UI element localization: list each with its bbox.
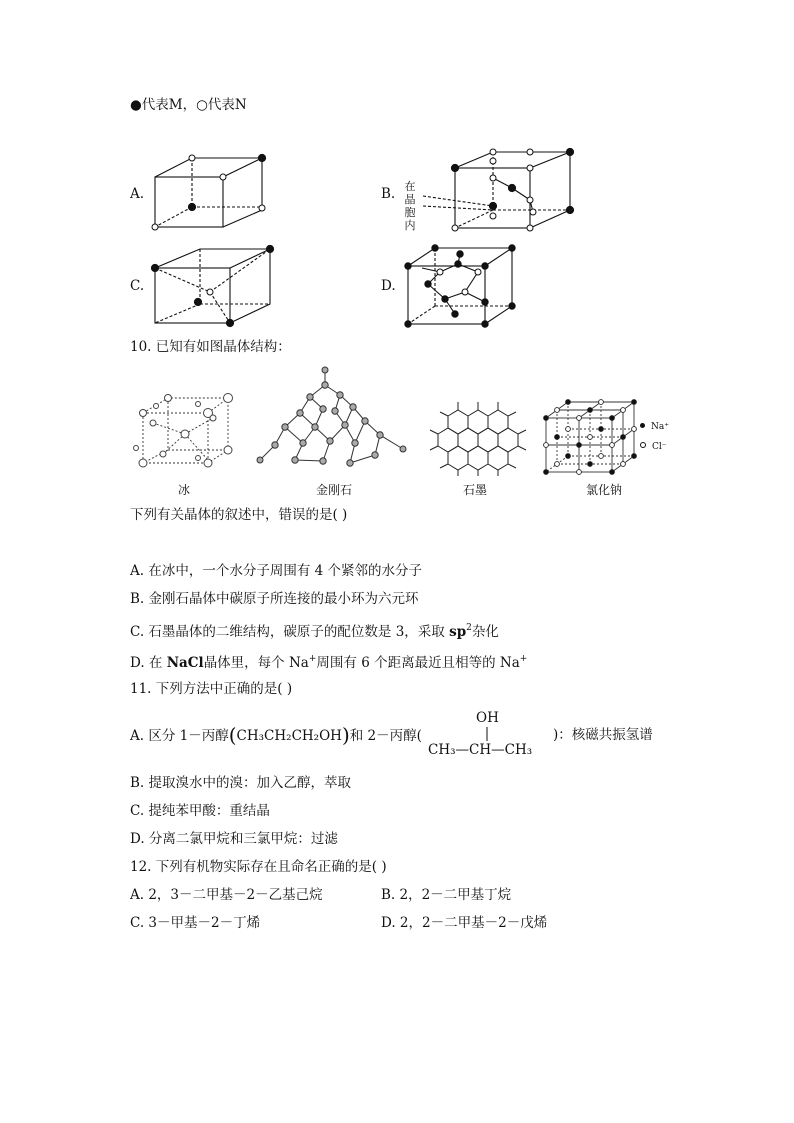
q11a-connector: 和 — [349, 728, 364, 744]
struct-bond-line — [485, 727, 489, 741]
option-d-plus: + — [308, 654, 317, 664]
q11-option-d: D. 分离二氯甲烷和三氯甲烷：过滤 — [130, 831, 338, 847]
q10-option-b: B. 金刚石晶体中碳原子所连接的最小环为六元环 — [130, 591, 419, 607]
side-note-char: 晶 — [404, 193, 416, 206]
legend-line: ●代表M，○代表N — [130, 97, 247, 113]
q9-option-a-label: A. — [130, 186, 145, 202]
q9-option-c-label: C. — [130, 278, 145, 294]
q9-option-b-label: B. — [381, 186, 396, 202]
side-note-char: 内 — [404, 219, 416, 232]
nacl-legend — [640, 417, 669, 457]
option-c-superscript: 2 — [466, 623, 472, 633]
paren-close: ) — [341, 723, 350, 747]
q11a-struct-oh: OH — [476, 710, 499, 726]
graphite-structure-diagram — [428, 398, 528, 476]
option-c-sp: sp — [449, 624, 467, 640]
option-d-na2: Na — [499, 655, 520, 671]
q12-option-d: D. 2，2－二甲基－2－戊烯 — [381, 915, 548, 931]
q9-cube-b-diagram — [415, 148, 575, 238]
option-d-nacl: NaCl — [166, 655, 204, 671]
option-d-na: Na — [288, 655, 309, 671]
q11a-struct-main: CH₃—CH—CH₃ — [428, 742, 533, 758]
caption-diamond: 金刚石 — [316, 483, 353, 497]
cl-dot-icon — [640, 442, 646, 448]
q12-option-a: A. 2，3－二甲基－2－乙基己烷 — [130, 887, 323, 903]
q9-cube-a-diagram — [150, 150, 270, 235]
q10-stem: 10. 已知有如图晶体结构： — [130, 339, 291, 355]
q11-stem: 11. 下列方法中正确的是( ) — [130, 681, 293, 697]
na-legend-label: Na⁺ — [651, 422, 669, 432]
q11a-prefix: A. 区分 — [130, 728, 176, 744]
cl-legend-label: Cl⁻ — [652, 442, 667, 452]
q11-option-b: B. 提取溴水中的溴：加入乙醇，萃取 — [130, 775, 352, 791]
q9-cube-d-diagram — [400, 244, 520, 330]
q12-option-b: B. 2，2－二甲基丁烷 — [381, 887, 512, 903]
q11-option-c: C. 提纯苯甲酸：重结晶 — [130, 803, 270, 819]
q11a-formula1: CH₃CH₂CH₂OH — [236, 728, 342, 744]
option-d-plus2: + — [519, 654, 528, 664]
q10-question: 下列有关晶体的叙述中，错误的是( ) — [130, 507, 348, 523]
option-d-text-mid: 晶体里，每个 — [203, 655, 289, 671]
q10-option-d — [130, 650, 527, 672]
q9-option-d-label: D. — [381, 278, 396, 294]
option-d-text: D. 在 — [130, 655, 167, 671]
caption-graphite: 石墨 — [463, 483, 488, 497]
q11a-name1: 1－丙醇 — [179, 728, 229, 744]
diamond-structure-diagram — [255, 365, 410, 477]
side-note-char: 在 — [404, 180, 416, 193]
q10-option-c — [130, 619, 499, 641]
option-c-text: C. 石墨晶体的二维结构，碳原子的配位数是 3，采取 — [130, 624, 450, 640]
q12-option-c: C. 3－甲基－2－丁烯 — [130, 915, 261, 931]
q10-option-a: A. 在冰中，一个水分子周围有 4 个紧邻的水分子 — [130, 563, 423, 579]
q11a-suffix: )：核磁共振氢谱 — [553, 727, 653, 743]
option-d-text-mid2: 周围有 6 个距离最近且相等的 — [316, 655, 500, 671]
paren-open: ( — [228, 723, 237, 747]
side-note-char: 胞 — [404, 206, 416, 219]
option-c-text-end: 杂化 — [471, 624, 499, 640]
nacl-structure-diagram — [538, 398, 638, 476]
na-dot-icon — [640, 423, 645, 428]
caption-nacl: 氯化钠 — [586, 483, 623, 497]
q9-cube-c-diagram — [150, 244, 280, 328]
ice-structure-diagram — [128, 388, 243, 473]
caption-ice: 冰 — [178, 483, 191, 497]
q11a-name2: 2－丙醇( — [367, 728, 422, 744]
q12-stem: 12. 下列有机物实际存在且命名正确的是( ) — [130, 859, 387, 875]
q11-option-a — [130, 723, 422, 747]
